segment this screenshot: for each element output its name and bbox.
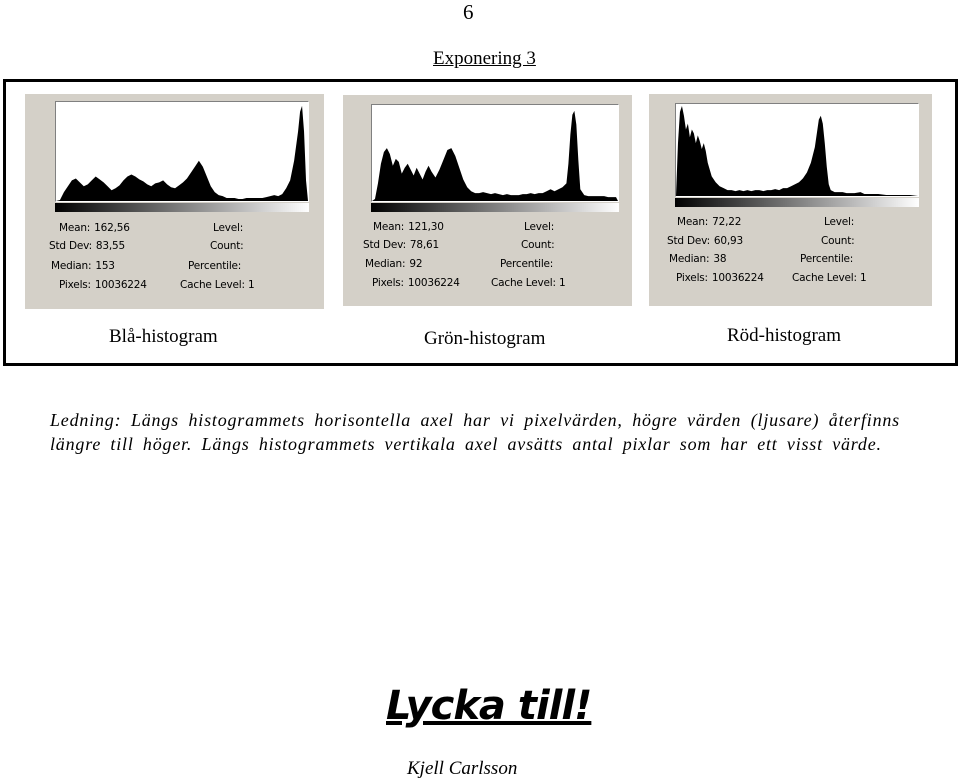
histogram-shape-red [676, 106, 918, 196]
count-label: Count: [210, 240, 244, 252]
level-label: Level: [824, 216, 855, 228]
pixels-value: 10036224 [711, 272, 764, 284]
page-number: 6 [463, 0, 474, 24]
std-dev-stat: Std Dev: 78,61 [363, 239, 439, 251]
legend-paragraph [50, 408, 900, 456]
count-label: Count: [521, 239, 555, 251]
tone-gradient-blue [55, 203, 309, 212]
caption-blue: Blå-histogram [109, 326, 218, 347]
mean-value: 121,30 [408, 221, 444, 233]
percentile-label: Percentile: [800, 253, 854, 265]
mean-stat: Mean: 121,30 [373, 221, 444, 233]
pixels-value: 10036224 [407, 277, 460, 289]
percentile-label: Percentile: [500, 258, 554, 270]
caption-red: Röd-histogram [727, 325, 841, 346]
mean-value: 72,22 [712, 216, 742, 228]
std-dev-value: 78,61 [409, 239, 439, 251]
cache-level-label: Cache Level: 1 [491, 277, 566, 289]
pixels-value: 10036224 [94, 279, 147, 291]
pixels-stat: Pixels: 10036224 [676, 272, 764, 284]
median-stat: Median: 92 [365, 258, 423, 270]
histogram-shape-green [372, 111, 618, 201]
median-value: 38 [713, 253, 727, 265]
mean-stat: Mean: 162,56 [59, 222, 130, 234]
std-dev-stat: Std Dev: 83,55 [49, 240, 125, 252]
histogram-graph-green [371, 104, 619, 202]
median-stat: Median: 153 [51, 260, 115, 272]
median-stat: Median: 38 [669, 253, 727, 265]
std-dev-value: 83,55 [95, 240, 125, 252]
std-dev-value: 60,93 [713, 235, 743, 247]
mean-stat: Mean: 72,22 [677, 216, 742, 228]
median-value: 92 [409, 258, 423, 270]
histogram-graph-red [675, 103, 919, 197]
std-dev-stat: Std Dev: 60,93 [667, 235, 743, 247]
pixels-stat: Pixels: 10036224 [372, 277, 460, 289]
tone-gradient-red [675, 198, 919, 207]
tone-gradient-green [371, 203, 619, 212]
histogram-panel-blue [25, 94, 324, 309]
legend-text: Längs histogrammets horisontella axel har vi pixelvärden, högre värden (ljusare) återfinns längre till höger. Längs histogrammets vertikala axel avsätts antal pixlar som har ett visst värde. [50, 410, 900, 454]
histogram-shape-blue [56, 106, 308, 201]
level-label: Level: [213, 222, 244, 234]
histogram-plot-green [372, 105, 618, 201]
histogram-plot-red [676, 104, 918, 196]
closing-text: Lycka till! [386, 683, 592, 729]
page-title: Exponering 3 [433, 48, 536, 69]
count-label: Count: [821, 235, 855, 247]
caption-green: Grön-histogram [424, 328, 546, 349]
pixels-stat: Pixels: 10036224 [59, 279, 147, 291]
histogram-plot-blue [56, 102, 308, 201]
histogram-panel-green [343, 95, 632, 306]
cache-level-label: Cache Level: 1 [180, 279, 255, 291]
median-value: 153 [95, 260, 115, 272]
histogram-graph-blue [55, 101, 309, 202]
percentile-label: Percentile: [188, 260, 242, 272]
legend-label: Ledning: [50, 410, 122, 430]
histogram-panel-red [649, 94, 932, 306]
author-name: Kjell Carlsson [407, 758, 518, 779]
mean-value: 162,56 [94, 222, 130, 234]
level-label: Level: [524, 221, 555, 233]
cache-level-label: Cache Level: 1 [792, 272, 867, 284]
